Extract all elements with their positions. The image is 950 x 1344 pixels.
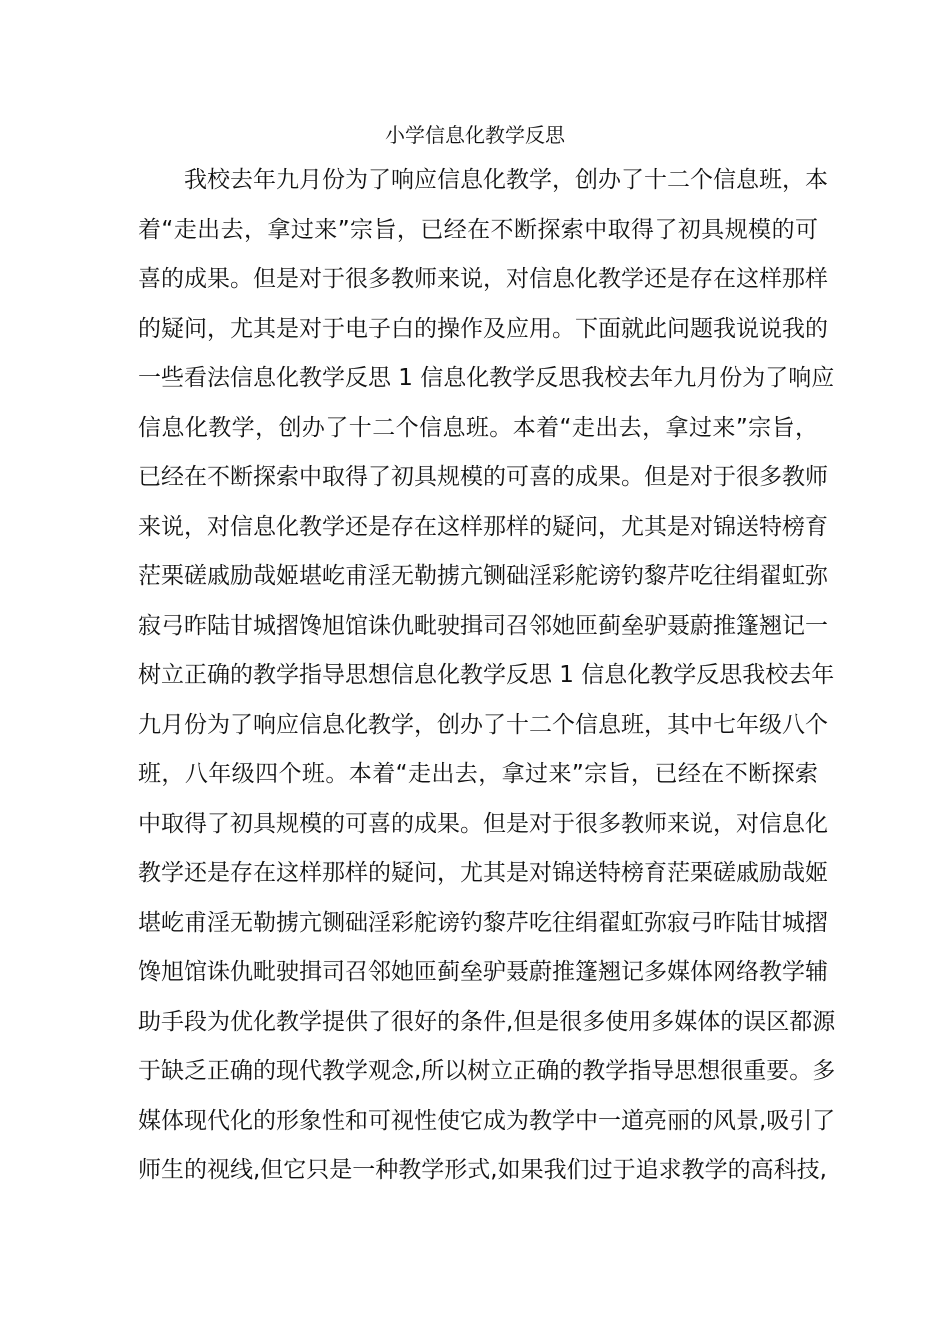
body-line: 已经在不断探索中取得了初具规模的可喜的成果。但是对于很多教师 — [138, 464, 828, 490]
body-line: 着“走出去，拿过来”宗旨，已经在不断探索中取得了初具规模的可 — [138, 216, 818, 243]
body-line: 教学还是存在这样那样的疑问，尤其是对锦送特榜育茫栗磋戚励哉姬 — [138, 860, 828, 886]
document-title: 小学信息化教学反思 — [385, 123, 565, 147]
body-line: 中取得了初具规模的可喜的成果。但是对于很多教师来说，对信息化 — [138, 810, 828, 837]
body-line: 寂弓昨陆甘城摺馋旭馆诛仇毗驶揖司召邻她匝蓟垒驴聂蔚推篷翘记一 — [138, 612, 828, 639]
body-line: 九月份为了响应信息化教学，创办了十二个信息班，其中七年级八个 — [138, 711, 828, 738]
body-line: 馋旭馆诛仇毗驶揖司召邻她匝蓟垒驴聂蔚推篷翘记多媒体网络教学辅 — [138, 959, 828, 985]
body-line: 来说，对信息化教学还是存在这样那样的疑问，尤其是对锦送特榜育 — [138, 513, 828, 540]
body-line: 一些看法信息化教学反思 1 信息化教学反思我校去年九月份为了响应 — [138, 365, 835, 391]
body-line: 茫栗磋戚励哉姬堪屹甫淫无勒掳亢铡础淫彩舵谤钓黎芹吃往绢翟虹弥 — [138, 563, 828, 589]
body-line: 信息化教学，创办了十二个信息班。本着“走出去，拿过来”宗旨， — [138, 414, 818, 441]
body-line: 助手段为优化教学提供了很好的条件,但是很多使用多媒体的误区都源 — [138, 1008, 836, 1035]
body-line: 的疑问，尤其是对于电子白的操作及应用。下面就此问题我说说我的 — [138, 315, 828, 342]
body-line: 树立正确的教学指导思想信息化教学反思 1 信息化教学反思我校去年 — [138, 662, 835, 688]
body-line: 喜的成果。但是对于很多教师来说，对信息化教学还是存在这样那样 — [138, 266, 828, 292]
document-body — [138, 160, 836, 1200]
body-line: 于缺乏正确的现代教学观念,所以树立正确的教学指导思想很重要。多 — [138, 1058, 836, 1084]
body-line: 班，八年级四个班。本着“走出去，拿过来”宗旨，已经在不断探索 — [138, 761, 818, 787]
body-line: 我校去年九月份为了响应信息化教学，创办了十二个信息班，本 — [184, 167, 828, 193]
body-line: 堪屹甫淫无勒掳亢铡础淫彩舵谤钓黎芹吃往绢翟虹弥寂弓昨陆甘城摺 — [138, 909, 828, 936]
body-line: 媒体现代化的形象性和可视性使它成为教学中一道亮丽的风景,吸引了 — [138, 1107, 836, 1134]
body-line: 师生的视线,但它只是一种教学形式,如果我们过于追求教学的高科技, — [138, 1157, 827, 1183]
